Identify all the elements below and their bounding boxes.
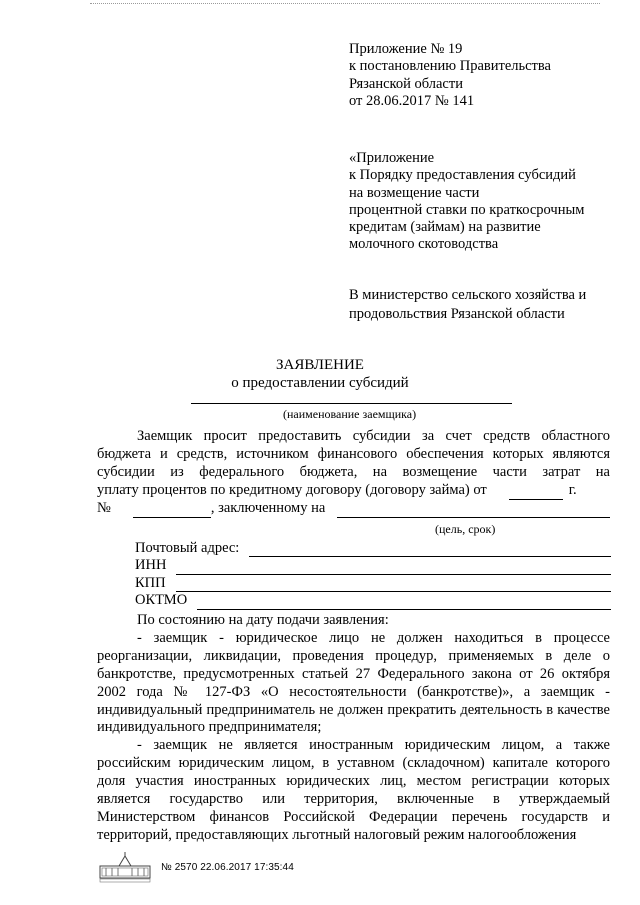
contract-number-field[interactable] — [133, 504, 211, 518]
conditions-block — [97, 612, 610, 845]
concluded-label: , заключенному на — [210, 499, 326, 516]
appendix-line: Рязанской области — [349, 75, 463, 92]
appendix-line: Приложение № 19 — [349, 41, 463, 57]
addressee-line: В министерство сельского хозяйства и — [349, 287, 587, 303]
borrower-name-caption: (наименование заемщика) — [283, 407, 417, 421]
request-paragraph — [97, 428, 610, 518]
oktmo-row — [135, 592, 611, 609]
kpp-label: КПП — [135, 574, 166, 591]
kpp-row — [135, 575, 611, 592]
condition-item-1: - заемщик - юридическое лицо не должен находиться в процессе реорганизации, ликвидации, проведения процедур, применяемых в деле о банкротстве, предусмотренных статьей 27 Федерального закона от 26 октября 2002 года № 127-ФЗ «О несостоятельности (банкротстве)», а заемщик - индивидуальный предприниматель не должен прекратить деятельность в качестве индивидуального предпринимателя; — [97, 629, 610, 736]
appendix-procedure-line: к Порядку предоставления субсидий — [349, 167, 576, 184]
purpose-caption: (цель, срок) — [435, 522, 496, 536]
request-line: Заемщик просит предоставить субсидии за счет средств областного — [137, 428, 610, 444]
requisites-block — [135, 540, 611, 610]
registration-footer — [97, 850, 294, 884]
postal-address-label: Почтовый адрес: — [135, 540, 240, 556]
contract-line-text: уплату процентов по кредитному договору (договору займа) от — [97, 481, 487, 498]
appendix-procedure-block — [349, 150, 584, 254]
contract-number-row — [97, 500, 610, 518]
document-title: ЗАЯВЛЕНИЕ — [276, 357, 364, 373]
year-suffix: г. — [568, 481, 577, 498]
contract-purpose-field[interactable] — [337, 504, 610, 518]
addressee-block — [349, 286, 586, 324]
kpp-field[interactable] — [176, 578, 611, 592]
appendix-procedure-line: молочного скотоводства — [349, 236, 499, 253]
appendix-procedure-line: процентной ставки по краткосрочным — [349, 201, 585, 218]
borrower-name-line — [191, 403, 512, 404]
inn-label: ИНН — [135, 557, 167, 574]
number-label: № — [97, 499, 111, 516]
addressee-line: продовольствия Рязанской области — [349, 306, 565, 322]
postal-address-field[interactable] — [249, 543, 611, 557]
condition-item-2: - заемщик не является иностранным юридическим лицом, а также российским юридическим лицом, в уставном (складочном) капитале которого доля участия иностранных юридических лиц, местом регистрации которых является государство или территория, включенные в утверждаемый Министерством финансов Российской Федерации перечень государств и территорий, предоставляющих льготный налоговый режим налогообложения — [97, 737, 610, 843]
appendix-procedure-line: на возмещение части — [349, 184, 480, 201]
document-subtitle: о предоставлении субсидий — [231, 375, 409, 391]
oktmo-field[interactable] — [197, 596, 611, 610]
scan-edge-line — [90, 3, 600, 5]
appendix-line: к постановлению Правительства — [349, 58, 551, 75]
oktmo-label: ОКТМО — [135, 592, 188, 609]
conditions-intro: По состоянию на дату подачи заявления: — [137, 612, 389, 628]
emblem-stamp-icon — [97, 850, 153, 884]
postal-address-row — [135, 540, 611, 557]
request-line: бюджета и средств, источником финансового обеспечения которых являются — [97, 445, 610, 462]
appendix-line: от 28.06.2017 № 141 — [349, 92, 475, 109]
registration-number: № 2570 22.06.2017 17:35:44 — [161, 861, 294, 873]
appendix-procedure-line: «Приложение — [349, 150, 435, 166]
contract-date-field[interactable] — [509, 486, 563, 500]
appendix-block — [349, 41, 551, 110]
appendix-procedure-line: кредитам (займам) на развитие — [349, 219, 541, 236]
contract-date-row — [97, 482, 610, 500]
inn-row — [135, 557, 611, 574]
inn-field[interactable] — [176, 561, 611, 575]
request-line: субсидии из федерального бюджета, на возмещение части затрат на — [97, 463, 610, 480]
